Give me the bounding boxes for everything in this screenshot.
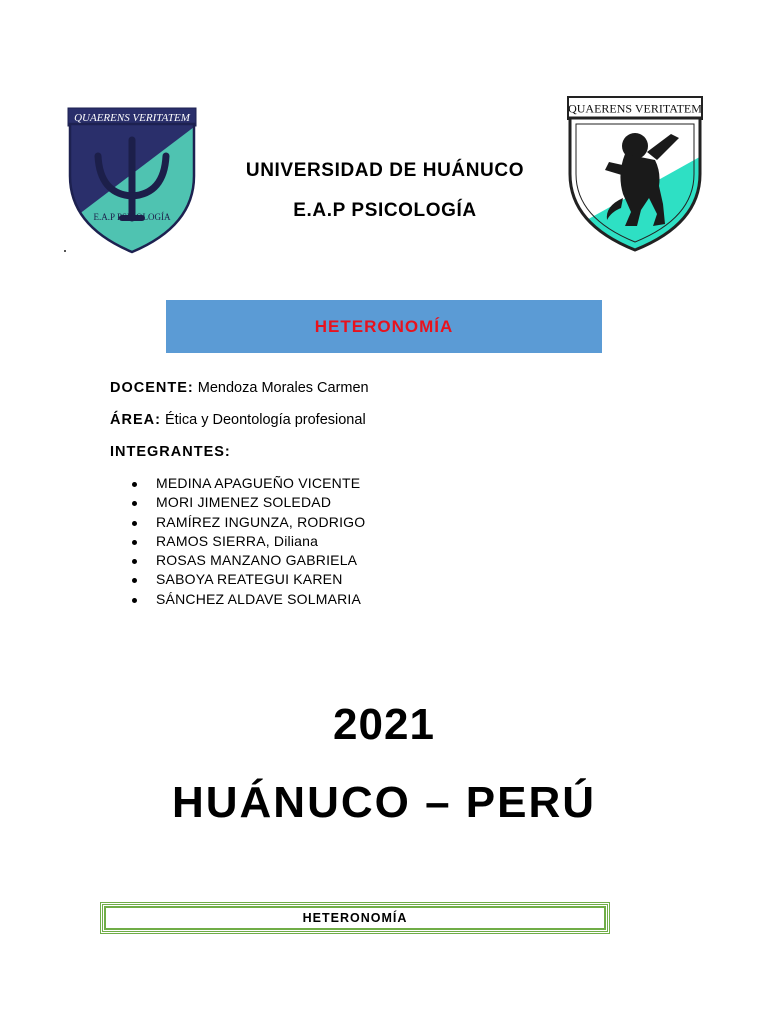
year-text: 2021 bbox=[333, 700, 435, 749]
psychology-crest-logo bbox=[66, 106, 198, 254]
city-text: HUÁNUCO – PERÚ bbox=[171, 778, 597, 827]
crest-right-motto: QUAERENS VERITATEM bbox=[568, 101, 702, 116]
crest-left-caption: E.A.P PSICOLOGÍA bbox=[93, 212, 171, 222]
member-item: SÁNCHEZ ALDAVE SOLMARIA bbox=[132, 590, 365, 609]
docente-label: DOCENTE: bbox=[110, 380, 194, 396]
school-name: E.A.P PSICOLOGÍA bbox=[293, 200, 477, 221]
stray-dot bbox=[64, 250, 66, 252]
footer-title: HETERONOMÍA bbox=[302, 911, 408, 925]
member-list bbox=[132, 474, 365, 609]
university-name: UNIVERSIDAD DE HUÁNUCO bbox=[245, 160, 525, 181]
member-item: MEDINA APAGUEÑO VICENTE bbox=[132, 474, 365, 493]
member-item: MORI JIMENEZ SOLEDAD bbox=[132, 493, 365, 512]
topic-banner bbox=[166, 300, 602, 353]
member-item: RAMOS SIERRA, Diliana bbox=[132, 532, 365, 551]
docente-value: Mendoza Morales Carmen bbox=[197, 380, 369, 396]
member-item: ROSAS MANZANO GABRIELA bbox=[132, 551, 365, 570]
area-value: Ética y Deontología profesional bbox=[164, 412, 366, 428]
topic-title: HETERONOMÍA bbox=[314, 316, 454, 336]
member-item: SABOYA REATEGUI KAREN bbox=[132, 570, 365, 589]
crest-left-motto: QUAERENS VERITATEM bbox=[74, 112, 190, 124]
docente-line bbox=[110, 380, 369, 396]
area-label: ÁREA: bbox=[110, 412, 161, 428]
area-line bbox=[110, 412, 366, 428]
university-crest-logo bbox=[565, 94, 705, 252]
integrantes-label: INTEGRANTES: bbox=[110, 444, 231, 460]
footer-title-box bbox=[100, 902, 610, 934]
member-item: RAMÍREZ INGUNZA, RODRIGO bbox=[132, 513, 365, 532]
